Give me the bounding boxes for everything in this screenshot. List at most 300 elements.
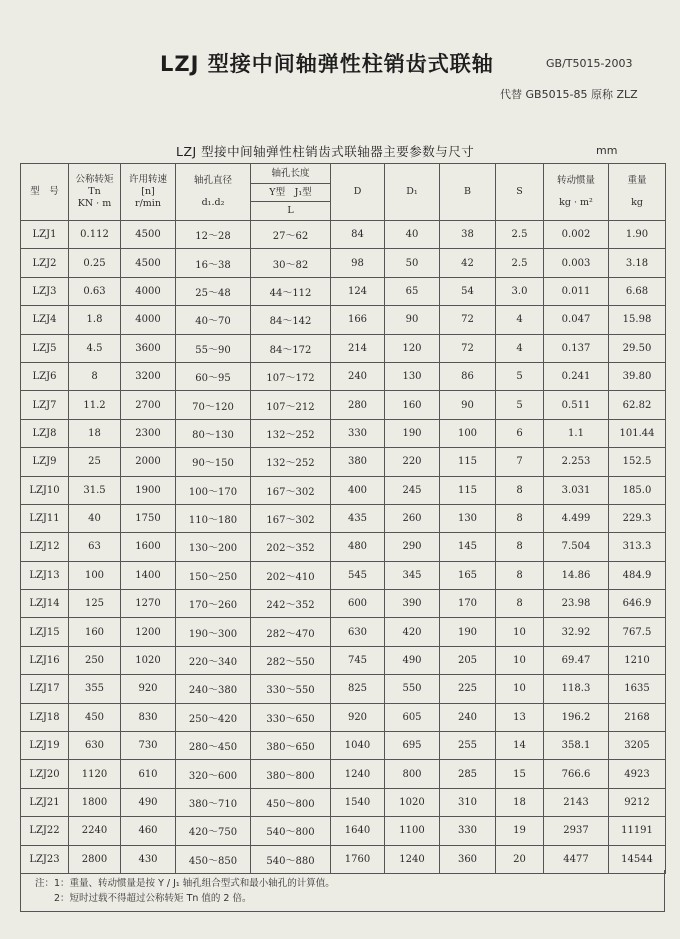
header-torque-label: 公称转矩 <box>75 174 114 185</box>
table-row <box>21 646 666 674</box>
cell-s: 10 <box>496 646 544 674</box>
header-s: S <box>496 164 544 221</box>
cell-b: 115 <box>440 448 496 476</box>
cell-d1: 190 <box>385 419 440 447</box>
cell-b: 190 <box>440 618 496 646</box>
cell-b: 86 <box>440 362 496 390</box>
header-speed-unit: r/min <box>135 198 161 209</box>
cell-weight: 15.98 <box>609 306 666 334</box>
cell-weight: 152.5 <box>609 448 666 476</box>
table-row <box>21 618 666 646</box>
cell-d1: 220 <box>385 448 440 476</box>
cell-speed: 460 <box>121 817 176 845</box>
table-row <box>21 362 666 390</box>
cell-hub-length: 540～880 <box>251 845 331 873</box>
cell-b: 360 <box>440 845 496 873</box>
cell-d: 214 <box>331 334 385 362</box>
cell-hub-length: 242～352 <box>251 590 331 618</box>
cell-s: 20 <box>496 845 544 873</box>
header-bore-label: 轴孔直径 <box>193 175 232 186</box>
cell-torque: 25 <box>69 448 121 476</box>
cell-bore: 25～48 <box>176 277 251 305</box>
cell-model: LZJ11 <box>21 504 69 532</box>
cell-speed: 1020 <box>121 646 176 674</box>
cell-bore: 16～38 <box>176 249 251 277</box>
cell-b: 330 <box>440 817 496 845</box>
table-row <box>21 760 666 788</box>
header-speed <box>121 164 176 221</box>
cell-inertia: 0.241 <box>544 362 609 390</box>
header-weight <box>609 164 666 221</box>
cell-s: 7 <box>496 448 544 476</box>
cell-model: LZJ7 <box>21 391 69 419</box>
cell-weight: 29.50 <box>609 334 666 362</box>
cell-d1: 345 <box>385 561 440 589</box>
cell-bore: 280～450 <box>176 732 251 760</box>
cell-weight: 6.68 <box>609 277 666 305</box>
cell-speed: 1270 <box>121 590 176 618</box>
cell-weight: 3.18 <box>609 249 666 277</box>
cell-torque: 100 <box>69 561 121 589</box>
cell-model: LZJ23 <box>21 845 69 873</box>
cell-speed: 1600 <box>121 533 176 561</box>
cell-bore: 250～420 <box>176 703 251 731</box>
cell-b: 72 <box>440 306 496 334</box>
cell-b: 165 <box>440 561 496 589</box>
cell-d: 480 <box>331 533 385 561</box>
cell-speed: 1400 <box>121 561 176 589</box>
table-row <box>21 561 666 589</box>
cell-model: LZJ8 <box>21 419 69 447</box>
spec-table-body <box>21 221 666 874</box>
cell-s: 10 <box>496 675 544 703</box>
table-row <box>21 391 666 419</box>
header-torque-symbol: Tn <box>88 186 101 197</box>
header-b: B <box>440 164 496 221</box>
cell-d1: 390 <box>385 590 440 618</box>
cell-weight: 4923 <box>609 760 666 788</box>
cell-inertia: 14.86 <box>544 561 609 589</box>
table-row <box>21 817 666 845</box>
cell-d: 600 <box>331 590 385 618</box>
cell-bore: 220～340 <box>176 646 251 674</box>
cell-hub-length: 27～62 <box>251 221 331 249</box>
cell-s: 8 <box>496 533 544 561</box>
cell-d1: 245 <box>385 476 440 504</box>
cell-speed: 610 <box>121 760 176 788</box>
cell-d: 380 <box>331 448 385 476</box>
cell-s: 13 <box>496 703 544 731</box>
cell-hub-length: 450～800 <box>251 788 331 816</box>
cell-inertia: 0.047 <box>544 306 609 334</box>
cell-weight: 1635 <box>609 675 666 703</box>
cell-model: LZJ21 <box>21 788 69 816</box>
cell-inertia: 4.499 <box>544 504 609 532</box>
cell-torque: 0.25 <box>69 249 121 277</box>
cell-b: 42 <box>440 249 496 277</box>
cell-inertia: 0.137 <box>544 334 609 362</box>
cell-hub-length: 167～302 <box>251 476 331 504</box>
cell-d1: 50 <box>385 249 440 277</box>
cell-weight: 646.9 <box>609 590 666 618</box>
header-speed-symbol: [n] <box>141 186 155 197</box>
cell-speed: 1750 <box>121 504 176 532</box>
cell-b: 72 <box>440 334 496 362</box>
cell-inertia: 69.47 <box>544 646 609 674</box>
cell-hub-length: 202～410 <box>251 561 331 589</box>
cell-torque: 1800 <box>69 788 121 816</box>
cell-hub-length: 132～252 <box>251 419 331 447</box>
table-unit: mm <box>596 144 618 157</box>
cell-torque: 31.5 <box>69 476 121 504</box>
cell-d1: 130 <box>385 362 440 390</box>
cell-torque: 40 <box>69 504 121 532</box>
cell-s: 5 <box>496 391 544 419</box>
cell-speed: 3600 <box>121 334 176 362</box>
cell-d: 330 <box>331 419 385 447</box>
cell-bore: 55～90 <box>176 334 251 362</box>
cell-model: LZJ19 <box>21 732 69 760</box>
cell-s: 8 <box>496 504 544 532</box>
table-row <box>21 476 666 504</box>
table-row <box>21 448 666 476</box>
cell-speed: 3200 <box>121 362 176 390</box>
cell-d: 1760 <box>331 845 385 873</box>
cell-d: 84 <box>331 221 385 249</box>
cell-weight: 9212 <box>609 788 666 816</box>
cell-torque: 355 <box>69 675 121 703</box>
cell-d1: 290 <box>385 533 440 561</box>
cell-hub-length: 330～650 <box>251 703 331 731</box>
cell-model: LZJ3 <box>21 277 69 305</box>
cell-inertia: 2143 <box>544 788 609 816</box>
cell-hub-length: 380～650 <box>251 732 331 760</box>
cell-d1: 65 <box>385 277 440 305</box>
cell-d: 1040 <box>331 732 385 760</box>
cell-torque: 1120 <box>69 760 121 788</box>
table-row <box>21 221 666 249</box>
cell-torque: 0.63 <box>69 277 121 305</box>
cell-speed: 4500 <box>121 249 176 277</box>
cell-torque: 1.8 <box>69 306 121 334</box>
cell-weight: 62.82 <box>609 391 666 419</box>
cell-s: 4 <box>496 334 544 362</box>
cell-d1: 605 <box>385 703 440 731</box>
cell-weight: 229.3 <box>609 504 666 532</box>
cell-inertia: 0.011 <box>544 277 609 305</box>
cell-bore: 100～170 <box>176 476 251 504</box>
table-row <box>21 590 666 618</box>
cell-bore: 110～180 <box>176 504 251 532</box>
cell-hub-length: 282～550 <box>251 646 331 674</box>
cell-weight: 101.44 <box>609 419 666 447</box>
cell-torque: 63 <box>69 533 121 561</box>
cell-model: LZJ16 <box>21 646 69 674</box>
cell-bore: 320～600 <box>176 760 251 788</box>
cell-d: 745 <box>331 646 385 674</box>
cell-inertia: 3.031 <box>544 476 609 504</box>
cell-inertia: 766.6 <box>544 760 609 788</box>
cell-b: 240 <box>440 703 496 731</box>
cell-torque: 0.112 <box>69 221 121 249</box>
cell-d1: 90 <box>385 306 440 334</box>
cell-inertia: 7.504 <box>544 533 609 561</box>
cell-weight: 39.80 <box>609 362 666 390</box>
table-row <box>21 675 666 703</box>
cell-b: 54 <box>440 277 496 305</box>
cell-model: LZJ4 <box>21 306 69 334</box>
cell-d1: 1100 <box>385 817 440 845</box>
cell-bore: 420～750 <box>176 817 251 845</box>
cell-bore: 190～300 <box>176 618 251 646</box>
cell-model: LZJ15 <box>21 618 69 646</box>
cell-weight: 1210 <box>609 646 666 674</box>
cell-inertia: 23.98 <box>544 590 609 618</box>
cell-model: LZJ14 <box>21 590 69 618</box>
cell-model: LZJ20 <box>21 760 69 788</box>
header-inertia-label: 转动惯量 <box>556 175 595 186</box>
table-row <box>21 306 666 334</box>
document-title: LZJ 型接中间轴弹性柱销齿式联轴 <box>160 52 494 76</box>
cell-weight: 185.0 <box>609 476 666 504</box>
header-d: D <box>331 164 385 221</box>
cell-d: 1640 <box>331 817 385 845</box>
header-hub-symbol: L <box>251 202 331 221</box>
header-inertia-unit: kg · m² <box>559 197 593 208</box>
header-torque-unit: KN · m <box>77 198 112 209</box>
cell-torque: 450 <box>69 703 121 731</box>
table-title: LZJ 型接中间轴弹性柱销齿式联轴器主要参数与尺寸 <box>176 144 475 159</box>
table-row <box>21 732 666 760</box>
cell-b: 130 <box>440 504 496 532</box>
cell-s: 4 <box>496 306 544 334</box>
cell-b: 310 <box>440 788 496 816</box>
cell-inertia: 358.1 <box>544 732 609 760</box>
cell-speed: 430 <box>121 845 176 873</box>
cell-bore: 70～120 <box>176 391 251 419</box>
cell-d: 825 <box>331 675 385 703</box>
cell-speed: 4000 <box>121 306 176 334</box>
cell-torque: 160 <box>69 618 121 646</box>
cell-model: LZJ6 <box>21 362 69 390</box>
cell-inertia: 196.2 <box>544 703 609 731</box>
cell-s: 6 <box>496 419 544 447</box>
cell-d1: 550 <box>385 675 440 703</box>
cell-d1: 800 <box>385 760 440 788</box>
cell-bore: 150～250 <box>176 561 251 589</box>
cell-s: 5 <box>496 362 544 390</box>
cell-speed: 4000 <box>121 277 176 305</box>
standard-number: GB/T5015-2003 <box>546 57 633 70</box>
header-hub-length: 轴孔长度 <box>251 164 331 184</box>
cell-inertia: 2.253 <box>544 448 609 476</box>
header-torque <box>69 164 121 221</box>
header-bore <box>176 164 251 221</box>
header-inertia <box>544 164 609 221</box>
cell-inertia: 118.3 <box>544 675 609 703</box>
cell-s: 8 <box>496 590 544 618</box>
spec-table <box>20 163 666 874</box>
table-row <box>21 788 666 816</box>
cell-weight: 767.5 <box>609 618 666 646</box>
cell-bore: 240～380 <box>176 675 251 703</box>
header-weight-label: 重量 <box>627 175 647 186</box>
cell-speed: 830 <box>121 703 176 731</box>
cell-d: 124 <box>331 277 385 305</box>
cell-d1: 40 <box>385 221 440 249</box>
cell-torque: 8 <box>69 362 121 390</box>
cell-model: LZJ2 <box>21 249 69 277</box>
cell-d1: 695 <box>385 732 440 760</box>
cell-b: 38 <box>440 221 496 249</box>
cell-speed: 4500 <box>121 221 176 249</box>
cell-s: 8 <box>496 561 544 589</box>
cell-model: LZJ1 <box>21 221 69 249</box>
cell-model: LZJ22 <box>21 817 69 845</box>
cell-torque: 2240 <box>69 817 121 845</box>
cell-d: 545 <box>331 561 385 589</box>
cell-model: LZJ10 <box>21 476 69 504</box>
cell-inertia: 2937 <box>544 817 609 845</box>
cell-hub-length: 84～142 <box>251 306 331 334</box>
cell-speed: 2300 <box>121 419 176 447</box>
cell-s: 8 <box>496 476 544 504</box>
cell-s: 15 <box>496 760 544 788</box>
cell-d: 240 <box>331 362 385 390</box>
cell-hub-length: 30～82 <box>251 249 331 277</box>
cell-weight: 2168 <box>609 703 666 731</box>
note-line-2: 2：短时过载不得超过公称转矩 Tn 值的 2 倍。 <box>35 893 252 904</box>
cell-s: 19 <box>496 817 544 845</box>
cell-b: 90 <box>440 391 496 419</box>
cell-weight: 11191 <box>609 817 666 845</box>
cell-bore: 12～28 <box>176 221 251 249</box>
cell-inertia: 0.003 <box>544 249 609 277</box>
cell-hub-length: 44～112 <box>251 277 331 305</box>
cell-inertia: 4477 <box>544 845 609 873</box>
cell-model: LZJ18 <box>21 703 69 731</box>
cell-d: 400 <box>331 476 385 504</box>
cell-bore: 170～260 <box>176 590 251 618</box>
replaces-note: 代替 GB5015-85 原称 ZLZ <box>500 88 638 101</box>
cell-torque: 2800 <box>69 845 121 873</box>
cell-model: LZJ12 <box>21 533 69 561</box>
cell-s: 3.0 <box>496 277 544 305</box>
cell-hub-length: 330～550 <box>251 675 331 703</box>
table-row <box>21 703 666 731</box>
cell-s: 10 <box>496 618 544 646</box>
cell-hub-length: 107～172 <box>251 362 331 390</box>
cell-b: 115 <box>440 476 496 504</box>
cell-torque: 4.5 <box>69 334 121 362</box>
cell-d1: 160 <box>385 391 440 419</box>
cell-speed: 1900 <box>121 476 176 504</box>
cell-torque: 125 <box>69 590 121 618</box>
cell-d: 630 <box>331 618 385 646</box>
cell-hub-length: 380～800 <box>251 760 331 788</box>
cell-d: 280 <box>331 391 385 419</box>
cell-speed: 490 <box>121 788 176 816</box>
cell-b: 100 <box>440 419 496 447</box>
cell-hub-length: 167～302 <box>251 504 331 532</box>
cell-hub-length: 282～470 <box>251 618 331 646</box>
cell-model: LZJ9 <box>21 448 69 476</box>
cell-b: 225 <box>440 675 496 703</box>
table-row <box>21 277 666 305</box>
cell-b: 285 <box>440 760 496 788</box>
cell-d: 435 <box>331 504 385 532</box>
cell-hub-length: 84～172 <box>251 334 331 362</box>
cell-hub-length: 132～252 <box>251 448 331 476</box>
header-speed-label: 许用转速 <box>128 174 167 185</box>
cell-model: LZJ13 <box>21 561 69 589</box>
cell-bore: 90～150 <box>176 448 251 476</box>
cell-inertia: 1.1 <box>544 419 609 447</box>
cell-torque: 250 <box>69 646 121 674</box>
cell-bore: 130～200 <box>176 533 251 561</box>
cell-b: 145 <box>440 533 496 561</box>
cell-b: 170 <box>440 590 496 618</box>
note-line-1: 注：1：重量、转动惯量是按 Y / J₁ 轴孔组合型式和最小轴孔的计算值。 <box>35 878 335 889</box>
cell-speed: 1200 <box>121 618 176 646</box>
cell-speed: 2000 <box>121 448 176 476</box>
cell-s: 2.5 <box>496 249 544 277</box>
cell-hub-length: 540～800 <box>251 817 331 845</box>
cell-weight: 1.90 <box>609 221 666 249</box>
cell-bore: 450～850 <box>176 845 251 873</box>
cell-hub-length: 202～352 <box>251 533 331 561</box>
cell-d1: 1240 <box>385 845 440 873</box>
cell-d: 98 <box>331 249 385 277</box>
table-row <box>21 504 666 532</box>
cell-weight: 313.3 <box>609 533 666 561</box>
cell-hub-length: 107～212 <box>251 391 331 419</box>
cell-speed: 730 <box>121 732 176 760</box>
cell-weight: 14544 <box>609 845 666 873</box>
cell-torque: 18 <box>69 419 121 447</box>
cell-speed: 920 <box>121 675 176 703</box>
cell-d: 920 <box>331 703 385 731</box>
cell-b: 255 <box>440 732 496 760</box>
cell-d1: 420 <box>385 618 440 646</box>
cell-bore: 40～70 <box>176 306 251 334</box>
cell-model: LZJ17 <box>21 675 69 703</box>
cell-speed: 2700 <box>121 391 176 419</box>
table-notes <box>20 870 665 912</box>
table-row <box>21 249 666 277</box>
cell-torque: 630 <box>69 732 121 760</box>
cell-s: 2.5 <box>496 221 544 249</box>
cell-bore: 80～130 <box>176 419 251 447</box>
cell-d1: 120 <box>385 334 440 362</box>
cell-d: 166 <box>331 306 385 334</box>
header-bore-symbol: d₁.d₂ <box>201 197 225 208</box>
cell-inertia: 0.002 <box>544 221 609 249</box>
cell-d1: 1020 <box>385 788 440 816</box>
cell-weight: 484.9 <box>609 561 666 589</box>
table-row <box>21 334 666 362</box>
cell-d1: 260 <box>385 504 440 532</box>
cell-bore: 60～95 <box>176 362 251 390</box>
cell-d: 1540 <box>331 788 385 816</box>
cell-torque: 11.2 <box>69 391 121 419</box>
cell-s: 14 <box>496 732 544 760</box>
cell-b: 205 <box>440 646 496 674</box>
cell-s: 18 <box>496 788 544 816</box>
cell-inertia: 0.511 <box>544 391 609 419</box>
cell-d: 1240 <box>331 760 385 788</box>
header-model: 型 号 <box>21 164 69 221</box>
